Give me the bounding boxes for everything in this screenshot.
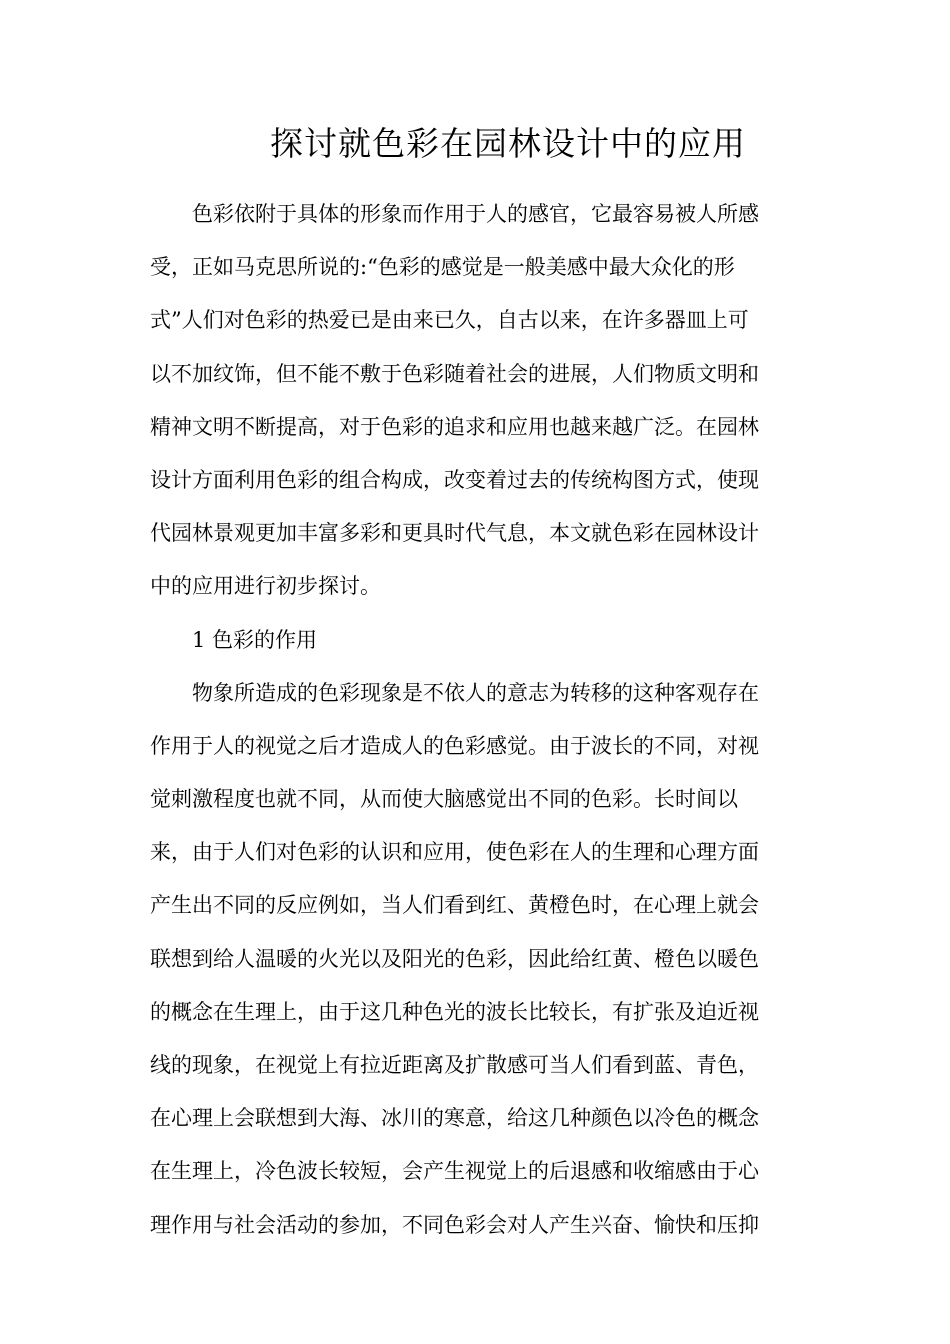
paragraph-line: 觉刺激程度也就不同，从而使大脑感觉出不同的色彩。长时间以 <box>150 787 738 812</box>
paragraph-line: 的概念在生理上，由于这几种色光的波长比较长，有扩张及迫近视 <box>150 999 759 1024</box>
paragraph-line: 作用于人的视觉之后才造成人的色彩感觉。由于波长的不同，对视 <box>150 733 759 758</box>
paragraph-line: 联想到给人温暖的火光以及阳光的色彩，因此给红黄、橙色以暖色 <box>150 946 759 971</box>
paragraph-line: 受，正如马克思所说的:“色彩的感觉是一般美感中最大众化的形 <box>150 255 735 280</box>
paragraph-line: 精神文明不断提高，对于色彩的追求和应用也越来越广泛。在园林 <box>150 414 759 439</box>
paragraph-line: 线的现象，在视觉上有拉近距离及扩散感可当人们看到蓝、青色， <box>150 1053 759 1077</box>
paragraph-line: 在生理上，冷色波长较短，会产生视觉上的后退感和收缩感由于心 <box>150 1159 759 1184</box>
paragraph-line: 产生出不同的反应例如，当人们看到红、黄橙色时，在心理上就会 <box>150 893 759 918</box>
paragraph-line: 理作用与社会活动的参加，不同色彩会对人产生兴奋、愉快和压抑 <box>150 1212 759 1237</box>
document-body <box>150 188 800 1252</box>
paragraph-line: 色彩依附于具体的形象而作用于人的感官，它最容易被人所感 <box>192 202 759 226</box>
paragraph-line: 来，由于人们对色彩的认识和应用，使色彩在人的生理和心理方面 <box>150 840 759 865</box>
paragraph-line: 以不加纹饰，但不能不敷于色彩随着社会的进展，人们物质文明和 <box>150 361 759 386</box>
paragraph-line: 物象所造成的色彩现象是不依人的意志为转移的这种客观存在 <box>192 680 759 705</box>
document-title: 探讨就色彩在园林设计中的应用 <box>270 124 746 163</box>
paragraph-line: 在心理上会联想到大海、冰川的寒意，给这几种颜色以冷色的概念 <box>150 1106 759 1131</box>
section-heading: 1 色彩的作用 <box>192 627 318 652</box>
paragraph-line: 式”人们对色彩的热爱已是由来已久，自古以来，在许多器皿上可 <box>150 308 749 333</box>
paragraph-line: 设计方面利用色彩的组合构成，改变着过去的传统构图方式，使现 <box>150 467 759 492</box>
paragraph-line: 中的应用进行初步探讨。 <box>150 574 381 599</box>
paragraph-line: 代园林景观更加丰富多彩和更具时代气息，本文就色彩在园林设计 <box>150 521 759 546</box>
